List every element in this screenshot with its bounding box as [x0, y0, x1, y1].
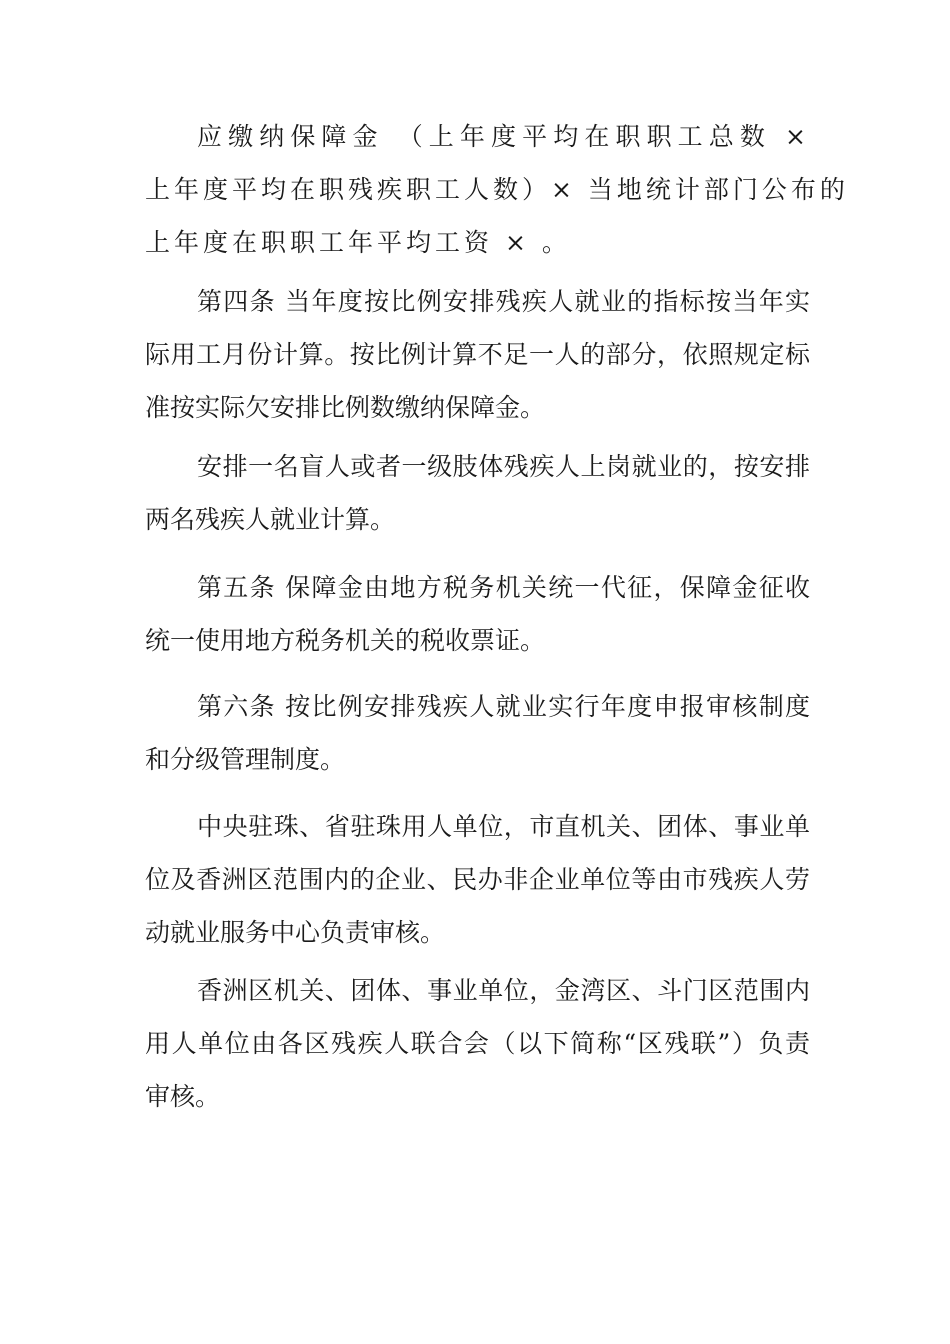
text-line: 应缴纳保障金 （上年度平均在职职工总数 ×	[197, 122, 810, 151]
text-line: 上年度在职职工年平均工资 × 。	[145, 228, 571, 257]
text-line: 第五条 保障金由地方税务机关统一代征，保障金征收	[197, 573, 810, 602]
text-line: 用人单位由各区残疾人联合会（以下简称“区残联”）负责	[145, 1029, 810, 1058]
text-line: 审核。	[145, 1082, 221, 1111]
text-line: 际用工月份计算。按比例计算不足一人的部分，依照规定标	[145, 340, 810, 369]
text-line: 第六条 按比例安排残疾人就业实行年度申报审核制度	[197, 692, 810, 721]
article-4-paragraph	[145, 275, 810, 434]
text-line: 香洲区机关、团体、事业单位，金湾区、斗门区范围内	[197, 976, 810, 1005]
text-line: 中央驻珠、省驻珠用人单位，市直机关、团体、事业单	[197, 812, 810, 841]
text-line: 和分级管理制度。	[145, 745, 346, 774]
formula-paragraph	[145, 110, 849, 269]
article-6-city-paragraph	[145, 800, 810, 959]
text-line: 位及香洲区范围内的企业、民办非企业单位等由市残疾人劳	[145, 865, 810, 894]
article-4-blind-paragraph	[145, 440, 810, 546]
text-line: 准按实际欠安排比例数缴纳保障金。	[145, 393, 546, 422]
article-6-district-paragraph	[145, 964, 810, 1123]
article-6-paragraph	[145, 680, 810, 786]
text-line: 安排一名盲人或者一级肢体残疾人上岗就业的，按安排	[197, 452, 810, 481]
text-line: 动就业服务中心负责审核。	[145, 918, 446, 947]
text-line: 统一使用地方税务机关的税收票证。	[145, 626, 546, 655]
text-line: 第四条 当年度按比例安排残疾人就业的指标按当年实	[197, 287, 810, 316]
text-line: 两名残疾人就业计算。	[145, 505, 396, 534]
article-5-paragraph	[145, 561, 810, 667]
text-line: 上年度平均在职残疾职工人数）× 当地统计部门公布的	[145, 175, 849, 204]
